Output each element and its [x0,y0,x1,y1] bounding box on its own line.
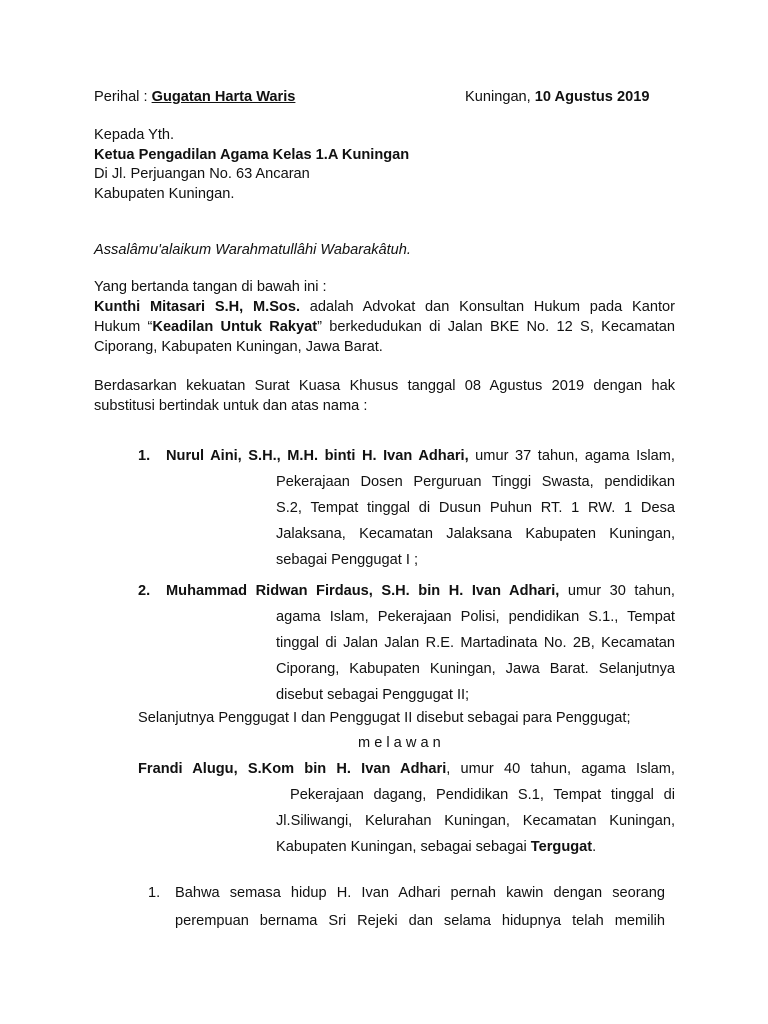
subject-line [94,87,295,107]
versus-label: m e l a w a n [358,735,441,751]
fact-1-line-2: perempuan bernama Sri Rejeki dan selama hidupnya telah memilih [175,913,665,929]
intro-line-4: Ciporang, Kabupaten Kuningan, Jawa Barat. [94,339,383,355]
addressee-greeting: Kepada Yth. [94,127,175,143]
plaintiff-1-first-line: Nurul Aini, S.H., M.H. binti H. Ivan Adhari, umur 37 tahun, agama Islam, [166,448,675,464]
subject-label: Perihal : [94,89,152,105]
defendant-line: Pekerajaan dagang, Pendidikan S.1, Tempat tinggal di [290,787,675,803]
defendant-first-line: Frandi Alugu, S.Kom bin H. Ivan Adhari, umur 40 tahun, agama Islam, [138,761,675,777]
plaintiff-2-line: tinggal di Jalan Jalan R.E. Martadinata No. 2B, Kecamatan [276,635,675,651]
defendant-name: Frandi Alugu, S.Kom bin H. Ivan Adhari [138,761,447,777]
collective-statement: Selanjutnya Penggugat I dan Penggugat II disebut sebagai para Penggugat; [138,710,631,726]
plaintiff-1-line: Jalaksana, Kecamatan Jalaksana Kabupaten Kuningan, [276,526,675,542]
plaintiff-2-name: Muhammad Ridwan Firdaus, S.H. bin H. Ivan Adhari, [166,583,560,599]
authority-line-1: Berdasarkan kekuatan Surat Kuasa Khusus tanggal 08 Agustus 2019 dengan hak [94,378,675,394]
salutation: Assalâmu'alaikum Warahmatullâhi Wabarakâtuh. [94,242,411,258]
plaintiff-2-line: disebut sebagai Penggugat II; [276,687,470,703]
place: Kuningan, [465,89,535,105]
plaintiff-2-line: agama Islam, Pekerajaan Polisi, pendidikan S.1., Tempat [276,609,675,625]
addressee-city: Kabupaten Kuningan. [94,186,235,202]
plaintiff-2-first-line: Muhammad Ridwan Firdaus, S.H. bin H. Ivan Adhari, umur 30 tahun, [166,583,675,599]
fact-1-line-1: Bahwa semasa hidup H. Ivan Adhari pernah kawin dengan seorang [175,885,665,901]
plaintiff-2-number: 2. [138,583,151,599]
plaintiff-1-line: S.2, Tempat tinggal di Dusun Puhun RT. 1 RW. 1 Desa [276,500,675,516]
plaintiff-2-line: Ciporang, Kabupaten Kuningan, Jawa Barat. Selanjutnya [276,661,675,677]
intro-line-2: Kunthi Mitasari S.H, M.Sos. adalah Advokat dan Konsultan Hukum pada Kantor [94,299,676,315]
plaintiff-1-name: Nurul Aini, S.H., M.H. binti H. Ivan Adhari, [166,448,469,464]
intro-line-1: Yang bertanda tangan di bawah ini : [94,279,327,295]
plaintiff-1-line: sebagai Penggugat I ; [276,552,418,568]
defendant-role: Tergugat [530,839,593,855]
defendant-line: Jl.Siliwangi, Kelurahan Kuningan, Kecamatan Kuningan, [276,813,675,829]
letter-date: 10 Agustus 2019 [534,89,650,105]
intro-line-3: Hukum “Keadilan Untuk Rakyat” berkedudukan di Jalan BKE No. 12 S, Kecamatan [94,319,675,335]
plaintiff-1-line: Pekerajaan Dosen Perguruan Tinggi Swasta, pendidikan [276,474,675,490]
fact-1-number: 1. [148,885,161,901]
defendant-last-line: Kabupaten Kuningan, sebagai sebagai Tergugat. [276,839,597,855]
advocate-name: Kunthi Mitasari S.H, M.Sos. [94,299,301,315]
subject-value: Gugatan Harta Waris [151,89,296,105]
firm-name: Keadilan Untuk Rakyat [152,319,318,335]
addressee-name: Ketua Pengadilan Agama Kelas 1.A Kuningan [94,147,410,163]
date-line [465,87,649,107]
addressee-street: Di Jl. Perjuangan No. 63 Ancaran [94,166,310,182]
plaintiff-1-number: 1. [138,448,151,464]
authority-line-2: substitusi bertindak untuk dan atas nama : [94,398,368,414]
